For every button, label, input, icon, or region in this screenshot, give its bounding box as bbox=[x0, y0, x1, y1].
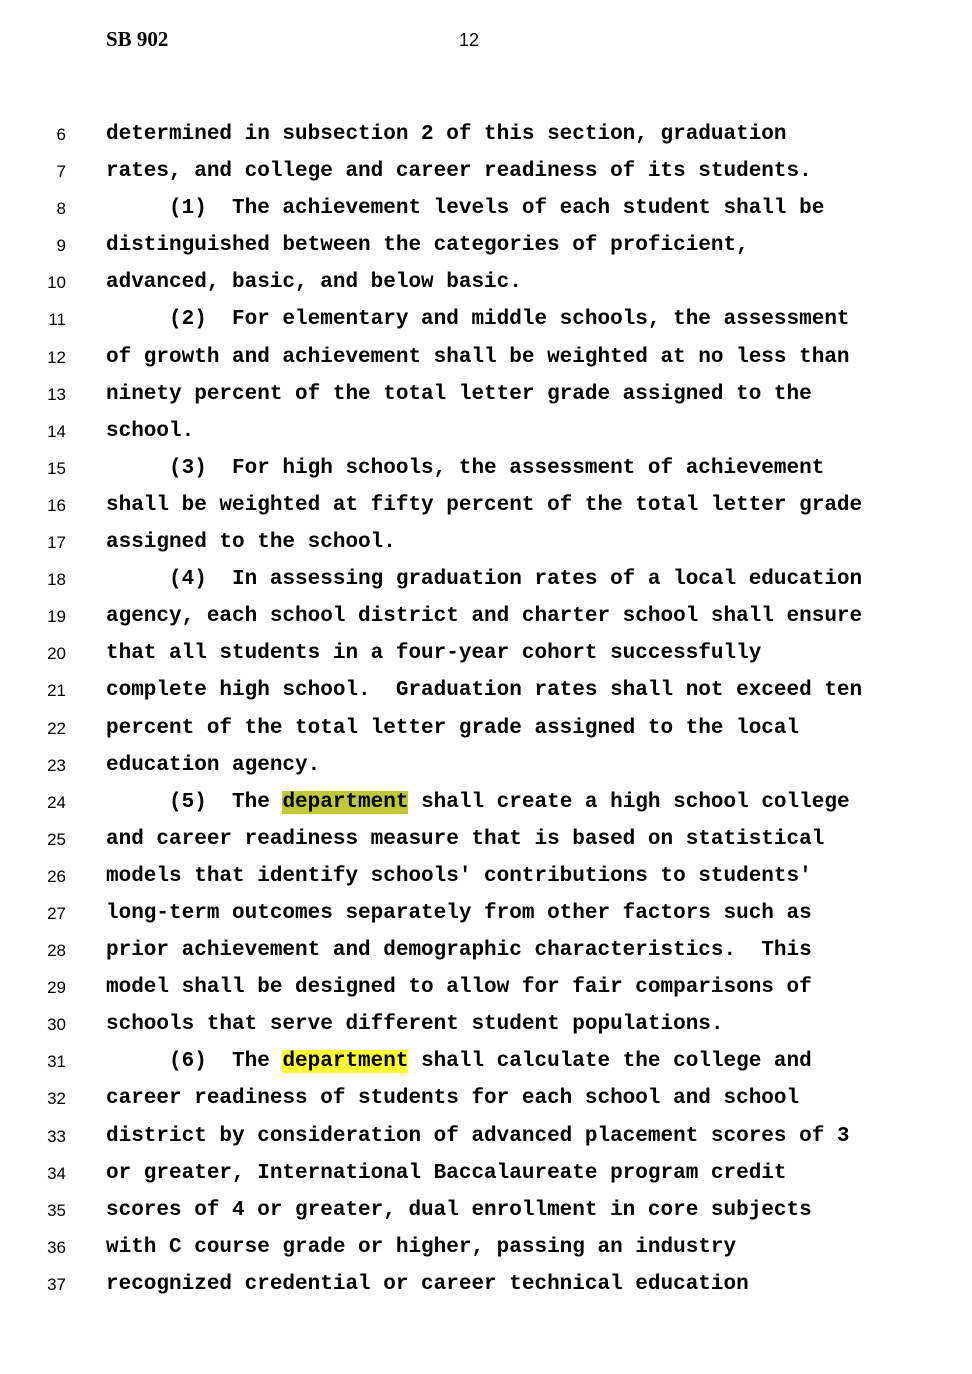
line-number: 36 bbox=[47, 1237, 66, 1257]
line-number: 27 bbox=[47, 903, 66, 923]
document-line bbox=[0, 377, 972, 414]
line-number: 11 bbox=[48, 310, 66, 330]
document-line bbox=[0, 562, 972, 599]
line-number: 12 bbox=[47, 347, 66, 367]
document-line bbox=[0, 1267, 972, 1304]
document-body bbox=[0, 117, 972, 1304]
line-text-segment: shall be weighted at fifty percent of the total letter grade bbox=[106, 493, 863, 517]
document-line bbox=[0, 265, 972, 302]
line-text-segment: models that identify schools' contributions to students' bbox=[106, 864, 812, 888]
line-text-segment: (4) In assessing graduation rates of a local education bbox=[106, 568, 863, 592]
line-text bbox=[106, 456, 824, 482]
document-line bbox=[0, 154, 972, 191]
line-text bbox=[106, 938, 812, 964]
line-text-segment: and career readiness measure that is based on statistical bbox=[106, 827, 825, 851]
line-text-segment: prior achievement and demographic characteristics. This bbox=[106, 939, 812, 963]
line-number: 30 bbox=[47, 1015, 66, 1035]
line-text-segment: schools that serve different student populations. bbox=[106, 1013, 724, 1037]
document-line bbox=[0, 488, 972, 525]
document-line bbox=[0, 711, 972, 748]
line-number: 18 bbox=[47, 570, 66, 590]
line-number: 28 bbox=[47, 941, 66, 961]
line-text-segment: scores of 4 or greater, dual enrollment in core subjects bbox=[106, 1198, 812, 1222]
line-number: 14 bbox=[47, 421, 66, 441]
line-text-segment: that all students in a four-year cohort successfully bbox=[106, 642, 762, 666]
line-text bbox=[106, 901, 812, 927]
line-number: 23 bbox=[47, 755, 66, 775]
line-number: 24 bbox=[47, 792, 66, 812]
document-line bbox=[0, 1044, 972, 1081]
line-text-segment: ninety percent of the total letter grade assigned to the bbox=[106, 382, 812, 406]
document-line bbox=[0, 414, 972, 451]
line-number: 16 bbox=[47, 495, 66, 515]
bill-number: SB 902 bbox=[106, 27, 169, 51]
line-text bbox=[106, 1161, 787, 1187]
document-line bbox=[0, 896, 972, 933]
line-text bbox=[106, 1012, 724, 1038]
highlighted-term: department bbox=[282, 790, 409, 814]
line-number: 33 bbox=[47, 1126, 66, 1146]
line-text bbox=[106, 1198, 812, 1224]
line-text-segment: assigned to the school. bbox=[106, 531, 396, 555]
line-text-segment: (3) For high schools, the assessment of achievement bbox=[106, 456, 825, 480]
line-number: 8 bbox=[56, 199, 66, 219]
line-text bbox=[106, 827, 824, 853]
line-number: 20 bbox=[47, 644, 66, 664]
document-line bbox=[0, 451, 972, 488]
line-text bbox=[106, 716, 799, 742]
document-line bbox=[0, 970, 972, 1007]
document-line bbox=[0, 599, 972, 636]
line-text-segment: model shall be designed to allow for fair comparisons of bbox=[106, 976, 812, 1000]
line-text bbox=[106, 1049, 812, 1075]
line-text bbox=[106, 790, 850, 816]
line-text bbox=[106, 1086, 799, 1112]
line-text bbox=[106, 345, 850, 371]
document-line bbox=[0, 1081, 972, 1118]
line-text bbox=[106, 530, 396, 556]
line-text-segment: of growth and achievement shall be weighted at no less than bbox=[106, 345, 850, 369]
line-text bbox=[106, 307, 850, 333]
line-text-segment: (2) For elementary and middle schools, the assessment bbox=[106, 308, 850, 332]
line-text-segment: with C course grade or higher, passing an industry bbox=[106, 1235, 737, 1259]
line-text bbox=[106, 122, 787, 148]
line-number: 13 bbox=[47, 384, 66, 404]
line-number: 25 bbox=[47, 829, 66, 849]
line-text bbox=[106, 1235, 736, 1261]
line-text bbox=[106, 1124, 850, 1150]
line-text-segment: shall calculate the college and bbox=[408, 1050, 812, 1074]
line-number: 21 bbox=[47, 681, 66, 701]
line-text bbox=[106, 159, 812, 185]
line-number: 19 bbox=[47, 607, 66, 627]
line-text bbox=[106, 567, 862, 593]
line-number: 10 bbox=[47, 273, 66, 293]
document-line bbox=[0, 636, 972, 673]
line-text bbox=[106, 493, 862, 519]
line-text-segment: long-term outcomes separately from other factors such as bbox=[106, 901, 812, 925]
line-text bbox=[106, 864, 812, 890]
line-text-segment: agency, each school district and charter school shall ensure bbox=[106, 605, 863, 629]
document-line bbox=[0, 1156, 972, 1193]
document-line bbox=[0, 859, 972, 896]
line-number: 7 bbox=[56, 162, 66, 182]
line-text-segment: (1) The achievement levels of each student shall be bbox=[106, 197, 825, 221]
line-text bbox=[106, 270, 522, 296]
line-number: 6 bbox=[56, 125, 66, 144]
line-text bbox=[106, 196, 824, 222]
line-text bbox=[106, 975, 812, 1001]
line-number: 37 bbox=[47, 1274, 66, 1294]
line-text bbox=[106, 233, 749, 259]
line-number: 32 bbox=[47, 1089, 66, 1109]
line-number: 17 bbox=[47, 533, 66, 553]
line-text-segment: rates, and college and career readiness of its students. bbox=[106, 160, 812, 184]
line-text bbox=[106, 641, 761, 667]
line-text-segment: school. bbox=[106, 419, 195, 443]
line-text bbox=[106, 604, 862, 630]
document-line bbox=[0, 340, 972, 377]
line-number: 31 bbox=[47, 1052, 66, 1072]
line-number: 35 bbox=[47, 1200, 66, 1220]
document-line bbox=[0, 1119, 972, 1156]
document-line bbox=[0, 525, 972, 562]
line-text-segment: district by consideration of advanced placement scores of 3 bbox=[106, 1124, 850, 1148]
line-text-segment: percent of the total letter grade assigned to the local bbox=[106, 716, 800, 740]
line-text bbox=[106, 419, 194, 445]
document-line bbox=[0, 785, 972, 822]
line-number: 15 bbox=[47, 458, 66, 478]
document-line bbox=[0, 822, 972, 859]
document-line bbox=[0, 748, 972, 785]
document-line bbox=[0, 933, 972, 970]
document-line bbox=[0, 1230, 972, 1267]
document-line bbox=[0, 673, 972, 710]
line-number: 22 bbox=[47, 718, 66, 738]
document-line bbox=[0, 191, 972, 228]
line-text-segment: education agency. bbox=[106, 753, 321, 777]
line-text-segment: recognized credential or career technical education bbox=[106, 1272, 749, 1296]
line-text-segment: or greater, International Baccalaureate program credit bbox=[106, 1161, 787, 1185]
line-text bbox=[106, 678, 862, 704]
line-text-segment: advanced, basic, and below basic. bbox=[106, 271, 522, 295]
line-text-segment: complete high school. Graduation rates shall not exceed ten bbox=[106, 679, 863, 703]
highlighted-term: department bbox=[282, 1050, 409, 1074]
line-text-segment: (6) The bbox=[106, 1050, 283, 1074]
line-text-segment: career readiness of students for each school and school bbox=[106, 1087, 800, 1111]
line-number: 34 bbox=[47, 1163, 66, 1183]
line-number: 9 bbox=[56, 236, 66, 256]
line-text-segment: distinguished between the categories of proficient, bbox=[106, 234, 749, 258]
line-text-segment: shall create a high school college bbox=[408, 790, 850, 814]
document-line bbox=[0, 1193, 972, 1230]
line-text bbox=[106, 753, 320, 779]
line-number: 26 bbox=[47, 866, 66, 886]
document-line bbox=[0, 228, 972, 265]
line-text-segment: (5) The bbox=[106, 790, 283, 814]
line-text bbox=[106, 382, 812, 408]
page-number: 12 bbox=[459, 30, 480, 50]
line-text bbox=[106, 1272, 749, 1298]
document-line bbox=[0, 117, 972, 154]
line-number: 29 bbox=[47, 978, 66, 998]
document-line bbox=[0, 1007, 972, 1044]
line-text-segment: determined in subsection 2 of this section, graduation bbox=[106, 123, 787, 146]
document-line bbox=[0, 302, 972, 339]
